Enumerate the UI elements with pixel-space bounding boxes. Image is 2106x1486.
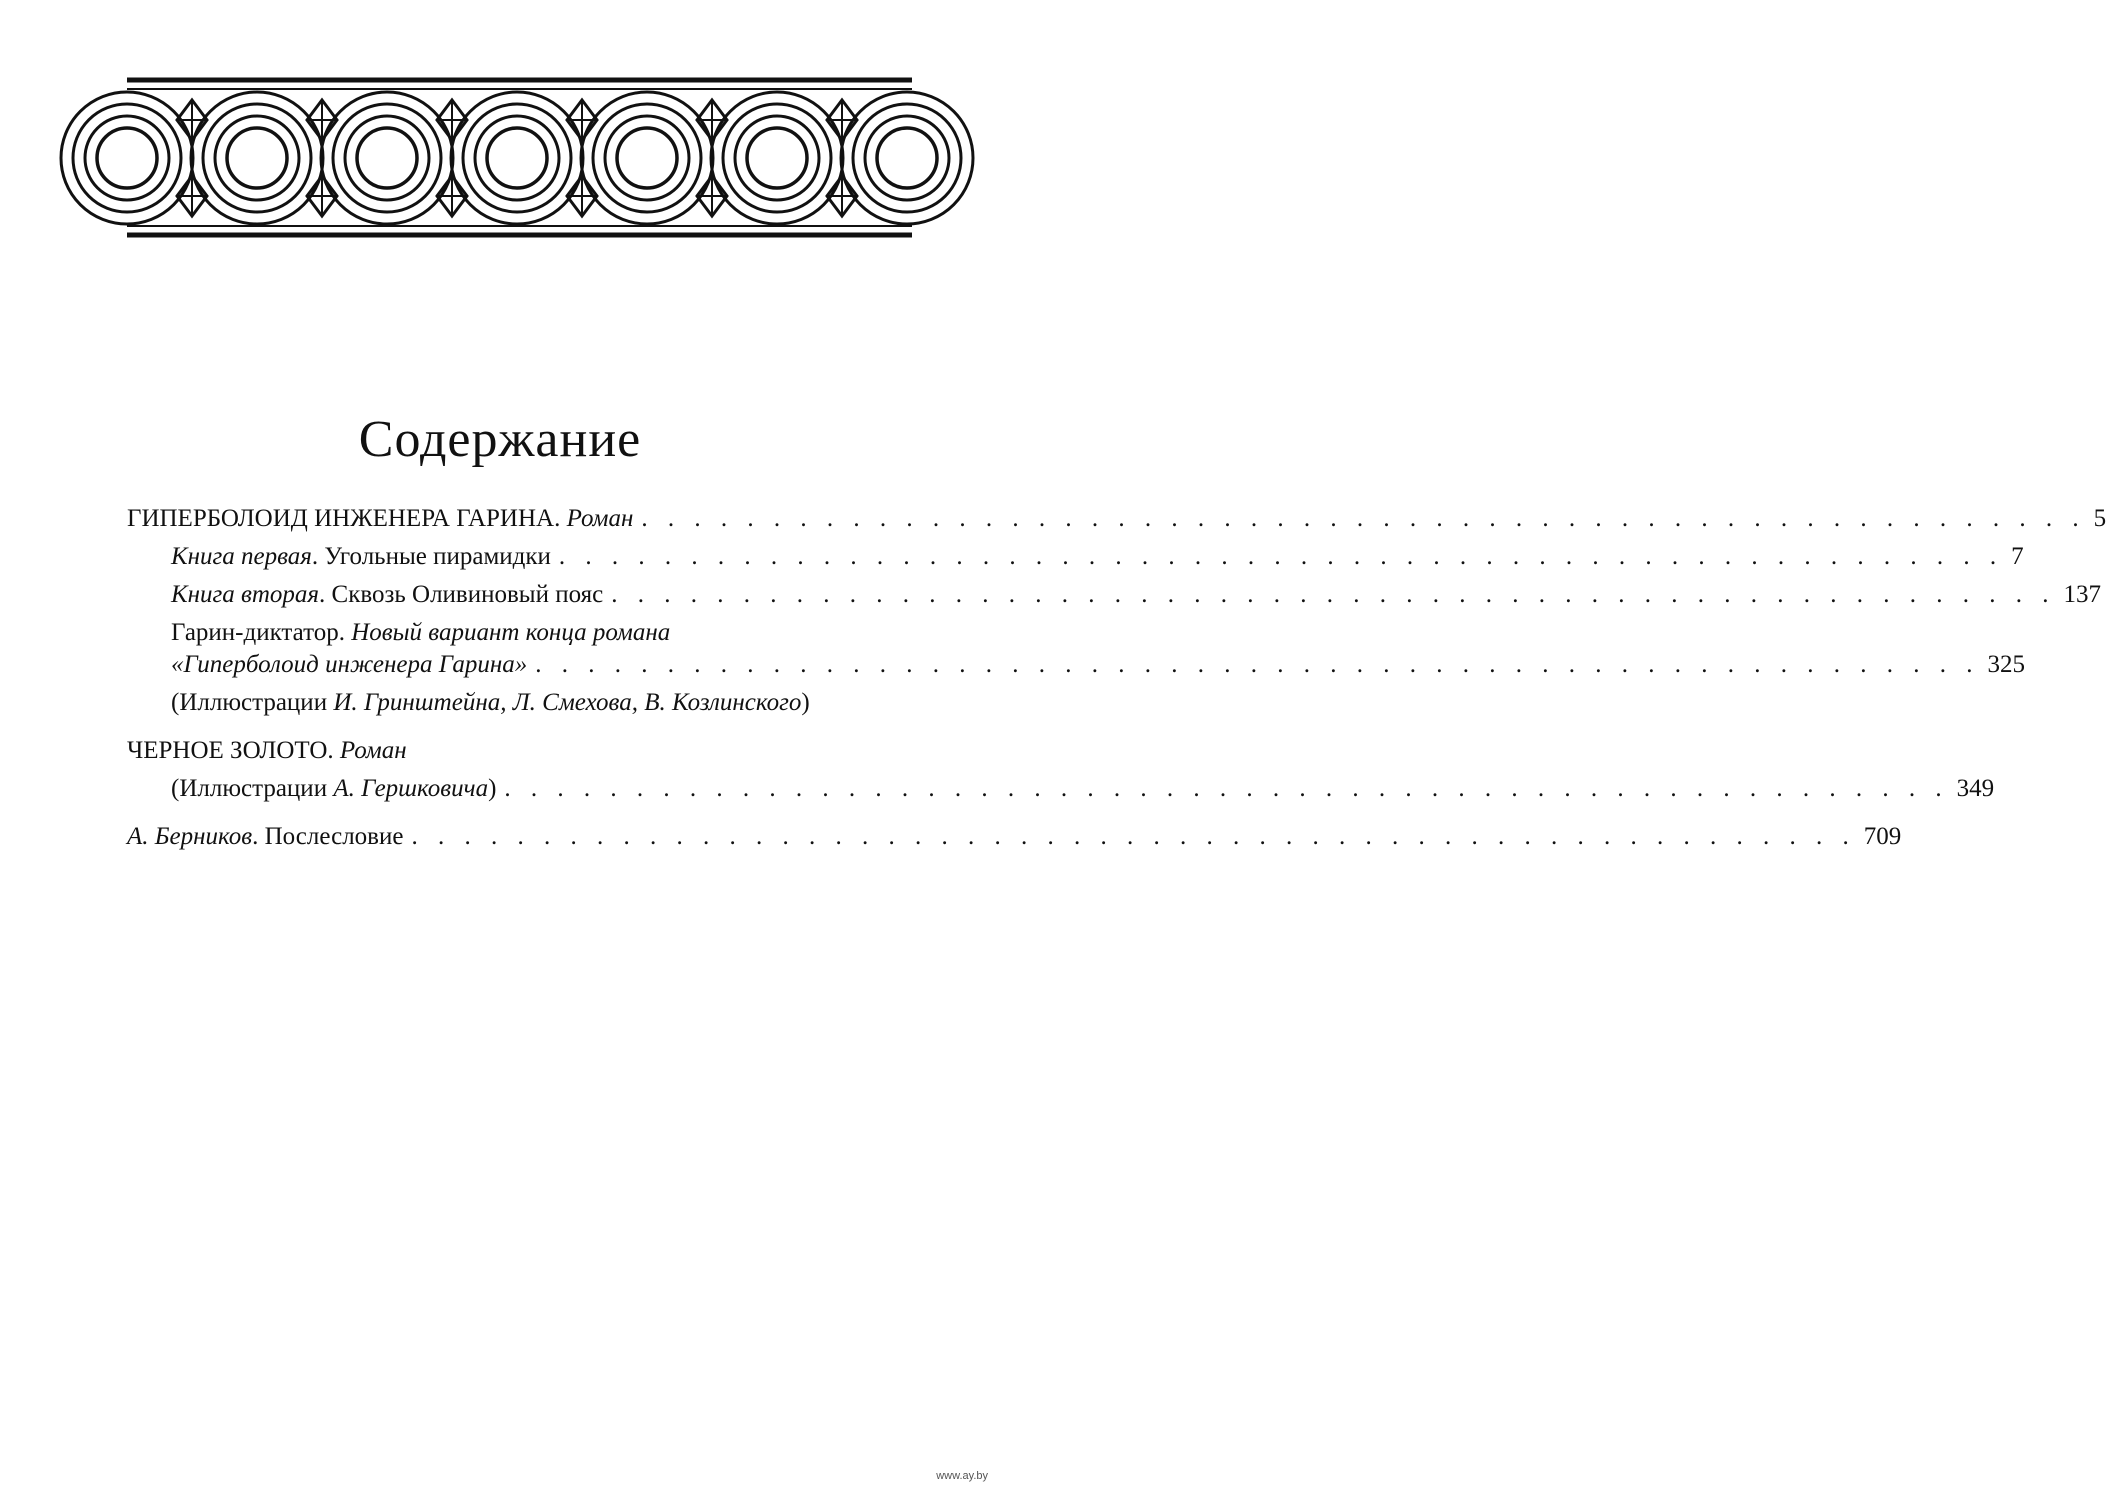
closing-paren: ) xyxy=(488,775,497,802)
illustrators-names: А. Гершковича xyxy=(333,775,489,802)
illustrations-label: (Иллюстрации xyxy=(171,775,328,802)
toc-page-number: 325 xyxy=(1987,651,2025,678)
toc-entry-hyperboloid xyxy=(127,502,2106,536)
watermark: www.ay.by xyxy=(936,1470,988,1482)
toc-entry-title: . Сквозь Оливиновый пояс xyxy=(319,581,604,608)
toc-entry-genre: Роман xyxy=(566,505,634,532)
toc-page-number: 7 xyxy=(2011,543,2024,570)
toc-entry-title: ЧЕРНОЕ ЗОЛОТО. xyxy=(127,737,334,764)
toc-entry-book: Книга первая xyxy=(171,543,312,570)
toc-entry-black-gold-illustrations xyxy=(171,772,1995,806)
toc-entry-title: . Послесловие xyxy=(252,823,404,850)
toc-entry-subtitle: «Гиперболоид инженера Гарина» xyxy=(171,651,528,678)
page-title: Содержание xyxy=(358,411,642,468)
toc-entry-book-one xyxy=(171,540,2024,574)
toc-entry-title: Гарин-диктатор. xyxy=(171,619,345,646)
dot-leader: . . . . . . . . . . . . . . . . . . . . . . . . . . . . . . . . . . . . . . . . . . . . . . . . . . . . . . . xyxy=(558,543,2004,570)
toc-page-number: 709 xyxy=(1863,823,1902,850)
toc-entry-title: . Угольные пирамидки xyxy=(311,543,551,570)
toc-entry-black-gold xyxy=(127,734,912,768)
dot-leader: . . . . . . . . . . . . . . . . . . . . . . . . . . . . . . . . . . . . . . . . . . . . . . . . . . . . . . . xyxy=(611,581,2056,608)
illustrations-label: (Иллюстрации xyxy=(171,689,328,716)
toc-illustrations-note xyxy=(171,686,912,720)
toc-entry-afterword xyxy=(127,820,1902,854)
toc-entry-title: ГИПЕРБОЛОИД ИНЖЕНЕРА ГАРИНА. xyxy=(127,505,561,532)
toc-page-number: 349 xyxy=(1956,775,1995,802)
closing-paren: ) xyxy=(801,689,810,716)
dot-leader: . . . . . . . . . . . . . . . . . . . . . . . . . . . . . . . . . . . . . . . . . . . . . . . . . . . . . . . xyxy=(411,823,1856,850)
toc-entry-garin-dictator-line1 xyxy=(171,616,912,650)
toc-entry-book: Книга вторая xyxy=(171,581,320,608)
toc-entry-garin-dictator-line2 xyxy=(171,648,2025,682)
toc-entry-genre: Роман xyxy=(339,737,407,764)
toc-entry-book-two xyxy=(171,578,2101,612)
dot-leader: . . . . . . . . . . . . . . . . . . . . . . . . . . . . . . . . . . . . . . . . . . . . . . . . . . . . . . . xyxy=(641,505,2086,532)
toc-entry-author: А. Берников xyxy=(127,823,253,850)
dot-leader: . . . . . . . . . . . . . . . . . . . . . . . . . . . . . . . . . . . . . . . . . . . . . . . . . . . . . . . xyxy=(535,651,1980,678)
illustrators-names: И. Гринштейна, Л. Смехова, В. Козлинского xyxy=(333,689,802,716)
toc-page-number: 137 xyxy=(2063,581,2101,608)
toc-entry-subtitle: Новый вариант конца романа xyxy=(351,619,671,646)
toc-page-number: 5 xyxy=(2093,505,2106,532)
dot-leader: . . . . . . . . . . . . . . . . . . . . . . . . . . . . . . . . . . . . . . . . . . . . . . . . . . . . . . . xyxy=(504,775,1949,802)
decorative-border-ornament xyxy=(127,76,912,241)
